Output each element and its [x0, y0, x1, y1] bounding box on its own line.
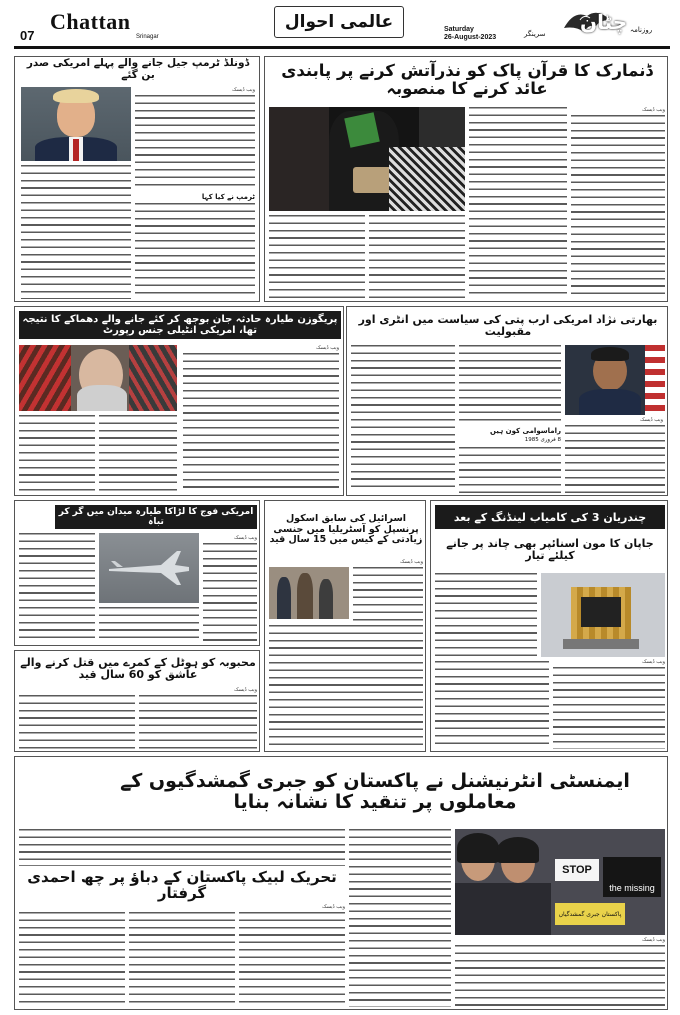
- denmark-headline: ڈنمارک کا قرآن پاک کو نذرآتش کرنے پر پابندی عائد کرنے کا منصوبہ: [281, 60, 653, 98]
- amnesty-sign-missing: the missing: [603, 857, 661, 897]
- city-label: سرینگر: [524, 30, 546, 38]
- trump-photo: [21, 87, 131, 161]
- chandrayaan-subhead: جاپان کا مون اسنائپر بھی چاند پر جانے کیلئے تیار: [446, 536, 654, 562]
- jet-col-3: [99, 607, 199, 643]
- denmark-col-1: [571, 115, 665, 299]
- lover-col-1: [139, 695, 257, 749]
- denmark-photo: [269, 107, 465, 211]
- israel-headline: اسرائیل کی سابق اسکول پرنسپل کو آسٹریلیا میں جنسی زیادتی کے کیس میں 15 سال قید: [269, 513, 423, 546]
- trump-col-1: [135, 95, 255, 191]
- article-prigozhin: [14, 306, 344, 496]
- prigozhin-byline: ویب ڈیسک: [316, 345, 339, 351]
- article-jet: [14, 500, 260, 646]
- jet-col-1: [203, 543, 257, 643]
- vivek-byline: ویب ڈیسک: [640, 417, 663, 423]
- vivek-col-1: [565, 425, 665, 493]
- amnesty-col-1: [455, 945, 665, 1007]
- vivek-col-4: [351, 345, 455, 493]
- lover-headline: محبوبہ کو ہوٹل کے کمرے میں قتل کرنے والے عاشق کو 60 سال قید: [20, 655, 256, 681]
- denmark-col-4: [269, 215, 365, 299]
- chandrayaan-headline: چندریان 3 کی کامیاب لینڈنگ کے بعد: [435, 505, 665, 529]
- article-trump: [14, 56, 260, 302]
- urdu-logo: چٹان: [580, 10, 628, 34]
- chandrayaan-col-2: [553, 667, 665, 749]
- amnesty-photo: [455, 829, 665, 935]
- jet-headline: امریکی فوج کا لڑاکا طیارہ میدان میں گر کر تباہ: [55, 505, 257, 529]
- jet-col-2: [19, 533, 95, 643]
- tlp-col-2: [129, 912, 235, 1006]
- prigozhin-headline: پریگوزن طیارہ حادثہ جان بوجھ کر کئے جانے والے دھماکے کا نتیجہ تھا، امریکی انٹیلی جنس رپورٹ: [19, 311, 341, 339]
- chandrayaan-col-3: [435, 661, 549, 749]
- section-title-text: عالمی احوال: [284, 12, 394, 32]
- brand-logo: Chattan: [50, 9, 131, 34]
- jet-photo: [99, 533, 199, 603]
- denmark-col-3: [369, 215, 465, 299]
- article-denmark: [264, 56, 668, 302]
- denmark-col-2: [469, 107, 567, 299]
- trump-byline: ویب ڈیسک: [232, 87, 255, 93]
- amnesty-headline: ایمنسٹی انٹرنیشنل نے پاکستان کو جبری گمشدگیوں کے معاملوں پر تنقید کا نشانہ بنایا: [120, 770, 630, 813]
- issue-date: [444, 26, 496, 42]
- chandrayaan-photo: [541, 573, 665, 657]
- trump-col-3: [21, 165, 131, 299]
- article-lover: [14, 650, 260, 752]
- vivek-col-2: [459, 345, 561, 425]
- vivek-dob: 8 فروری 1985: [524, 437, 561, 443]
- article-amnesty: [14, 756, 668, 1010]
- prigozhin-col-3: [99, 415, 177, 493]
- jet-byline: ویب ڈیسک: [234, 535, 257, 541]
- israel-byline: ویب ڈیسک: [400, 559, 423, 565]
- amnesty-sign-urdu: پاکستان جبری گمشدگیاں: [555, 903, 625, 925]
- israel-col-1: [353, 567, 423, 621]
- tlp-headline: تحریک لبیک پاکستان کے دباؤ پر چھ احمدی گرفتار: [27, 867, 337, 902]
- article-tlp: [19, 865, 345, 1007]
- masthead: [14, 6, 670, 50]
- chandrayaan-col-1: [435, 573, 537, 657]
- tlp-col-3: [19, 912, 125, 1006]
- article-vivek: [346, 306, 668, 496]
- amnesty-byline: ویب ڈیسک: [642, 937, 665, 943]
- lover-byline: ویب ڈیسک: [234, 687, 257, 693]
- page-number: 07: [20, 28, 35, 43]
- vivek-col-3: [459, 447, 561, 493]
- article-israel: [264, 500, 426, 752]
- amnesty-sign-stop: STOP: [555, 859, 599, 881]
- daily-label: روزنامہ: [630, 26, 653, 34]
- israel-photo: [269, 567, 349, 619]
- trump-col-2: [135, 203, 255, 299]
- tlp-byline: ویب ڈیسک: [322, 904, 345, 910]
- masthead-rule: [14, 46, 670, 49]
- vivek-subhead: راماسوامی کون ہیں: [489, 427, 561, 435]
- prigozhin-col-1: [183, 353, 339, 493]
- amnesty-col-2: [349, 829, 451, 1007]
- trump-subhead: ٹرمپ نے کیا کہا: [201, 193, 255, 201]
- issue-date-value: 26-August-2023: [444, 34, 497, 41]
- vivek-headline: بھارتی نژاد امریکی ارب پتی کی سیاست میں انٹری اور مقبولیت: [358, 312, 658, 338]
- prigozhin-col-2: [19, 415, 95, 493]
- prigozhin-photo: [19, 345, 177, 411]
- article-chandrayaan: [430, 500, 668, 752]
- amnesty-col-3: [19, 829, 345, 863]
- brand-sub: Srinagar: [136, 34, 159, 40]
- denmark-byline: ویب ڈیسک: [642, 107, 665, 113]
- vivek-photo: [565, 345, 665, 415]
- section-title: [274, 6, 404, 38]
- lover-col-2: [19, 695, 135, 749]
- trump-headline: ڈونلڈ ٹرمپ جیل جانے والے پہلے امریکی صدر بن گئے: [26, 57, 250, 81]
- chandrayaan-byline: ویب ڈیسک: [642, 659, 665, 665]
- issue-day: Saturday: [444, 26, 474, 33]
- tlp-col-1: [239, 912, 345, 1006]
- israel-col-2: [269, 625, 423, 749]
